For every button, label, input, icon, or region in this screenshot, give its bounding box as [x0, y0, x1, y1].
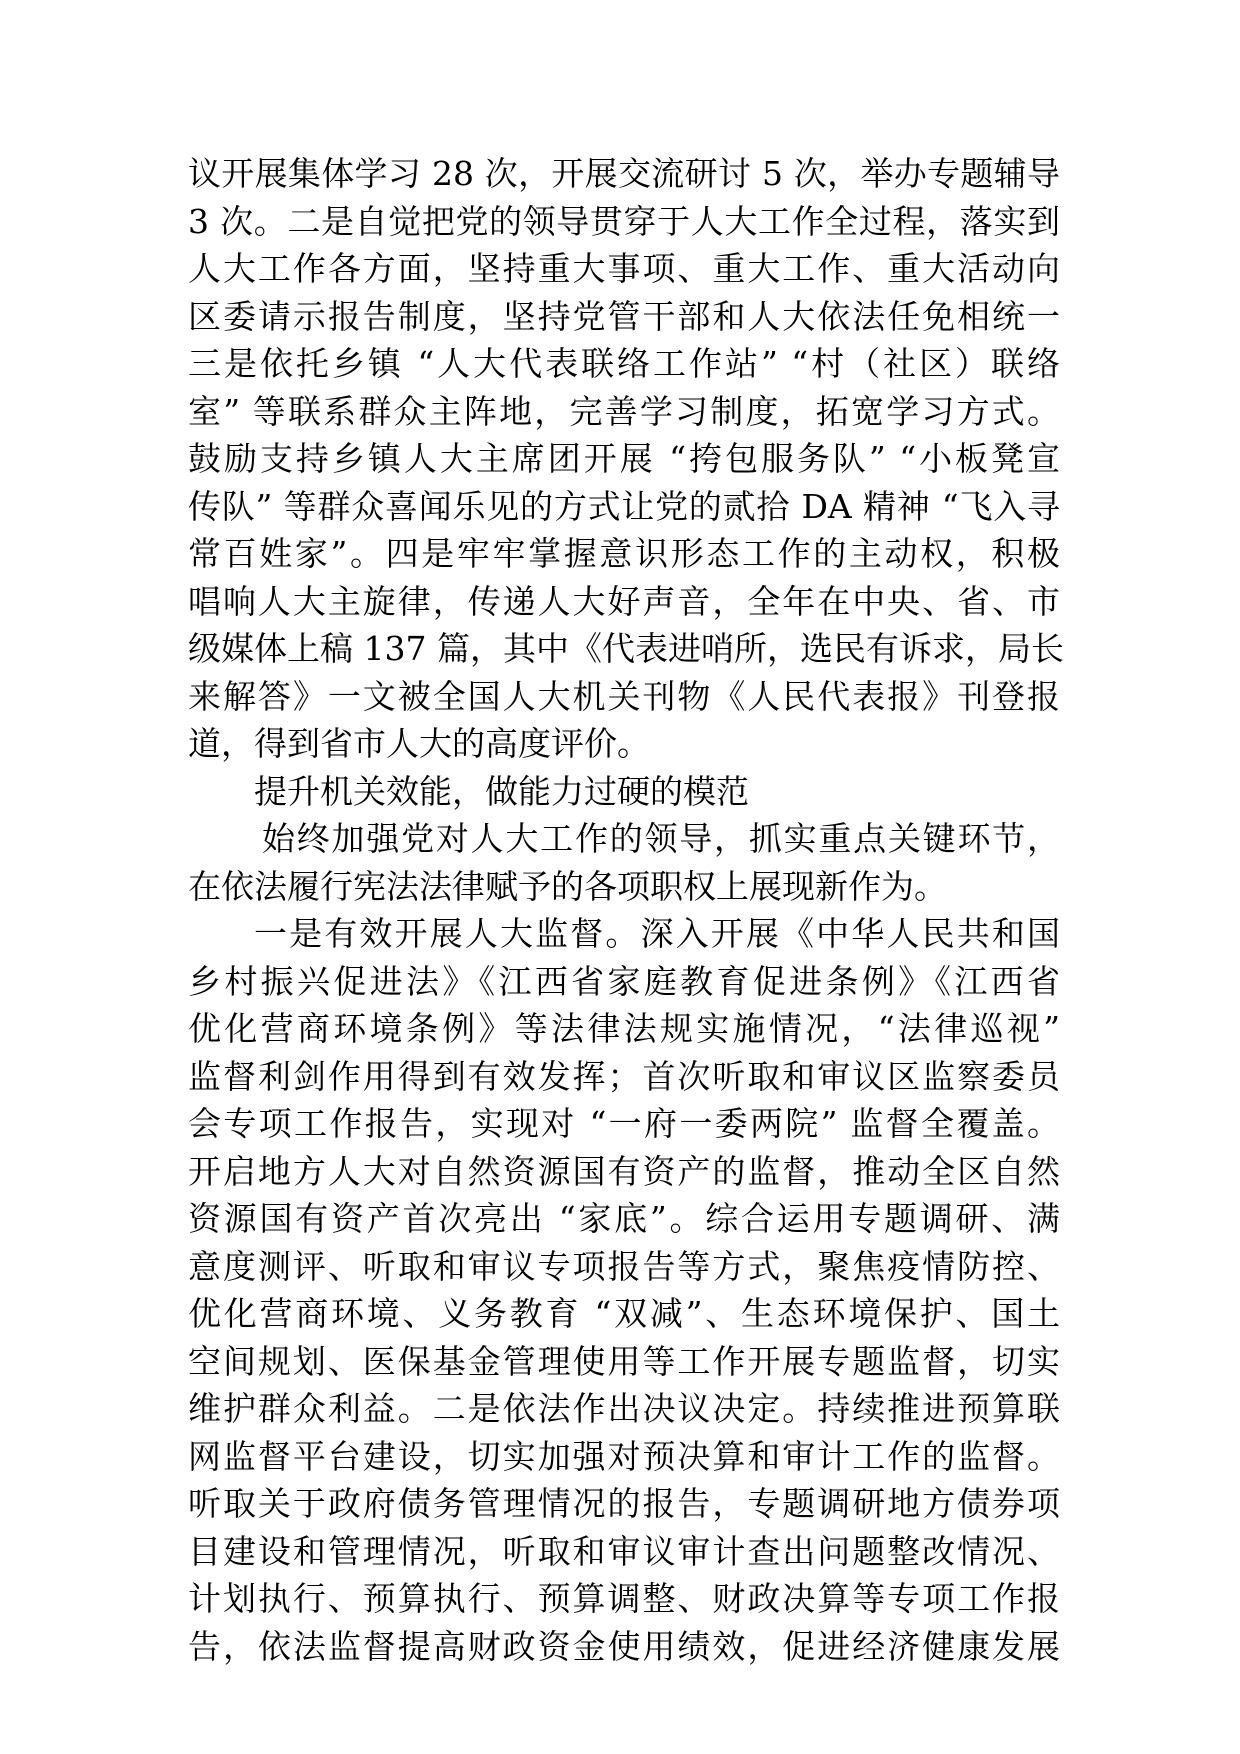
body-line: 道，得到省市人大的高度评价。: [188, 724, 650, 763]
body-line: 室” 等联系群众主阵地，完善学习制度，拓宽学习方式。: [188, 391, 1060, 431]
body-line: 议开展集体学习 28 次，开展交流研讨 5 次，举办专题辅导: [188, 154, 1060, 193]
body-line: 优化营商环境条例》等法律法规实施情况，“法律巡视”: [188, 1009, 1060, 1048]
body-line: 维护群众利益。二是依法作出决议决定。持续推进预算联: [188, 1389, 1060, 1428]
body-line: 开启地方人大对自然资源国有资产的监督，推动全区自然: [188, 1151, 1060, 1191]
body-line: 唱响人大主旋律，传递人大好声音，全年在中央、省、市: [188, 581, 1060, 621]
body-line: 鼓励支持乡镇人大主席团开展 “挎包服务队” “小板凳宣: [188, 439, 1060, 478]
body-line: 听取关于政府债务管理情况的报告，专题调研地方债券项: [188, 1484, 1060, 1523]
body-line: 优化营商环境、义务教育 “双减”、生态环境保护、国土: [188, 1294, 1060, 1333]
body-line: 目建设和管理情况，听取和审议审计查出问题整改情况、: [188, 1531, 1060, 1571]
body-line: 意度测评、听取和审议专项报告等方式，聚焦疫情防控、: [188, 1246, 1060, 1286]
document-body: [188, 150, 1064, 1670]
body-line: 会专项工作报告，实现对 “一府一委两院” 监督全覆盖。: [188, 1104, 1060, 1143]
body-line: 常百姓家”。四是牢牢掌握意识形态工作的主动权，积极: [188, 534, 1060, 573]
body-line: 在依法履行宪法法律赋予的各项职权上展现新作为。: [188, 866, 947, 906]
body-line: 级媒体上稿 137 篇，其中《代表进哨所，选民有诉求，局长: [188, 629, 1064, 668]
body-line: 计划执行、预算执行、预算调整、财政决算等专项工作报: [188, 1579, 1060, 1618]
body-line: 告，依法监督提高财政资金使用绩效，促进经济健康发展: [188, 1626, 1060, 1666]
body-line: 区委请示报告制度，坚持党管干部和人大依法任免相统一: [188, 296, 1060, 336]
body-line: 资源国有资产首次亮出 “家底”。综合运用专题调研、满: [188, 1199, 1060, 1238]
body-line: 始终加强党对人大工作的领导，抓实重点关键环节，: [262, 819, 1060, 858]
body-line: 人大工作各方面，坚持重大事项、重大工作、重大活动向: [188, 249, 1060, 288]
body-line: 三是依托乡镇 “人大代表联络工作站” “村（社区）联络: [188, 344, 1060, 383]
body-line: 传队” 等群众喜闻乐见的方式让党的贰拾 DA 精神 “飞入寻: [188, 486, 1060, 526]
body-line: 网监督平台建设，切实加强对预决算和审计工作的监督。: [188, 1436, 1060, 1476]
body-line: 一是有效开展人大监督。深入开展《中华人民共和国: [254, 914, 1060, 953]
body-line: 3 次。二是自觉把党的领导贯穿于人大工作全过程，落实到: [188, 201, 1060, 241]
body-line: 乡村振兴促进法》《江西省家庭教育促进条例》《江西省: [188, 961, 1060, 1001]
body-line: 空间规划、医保基金管理使用等工作开展专题监督，切实: [188, 1341, 1060, 1381]
body-line: 来解答》一文被全国人大机关刊物《人民代表报》刊登报: [188, 676, 1060, 716]
section-heading: 提升机关效能，做能力过硬的模范: [254, 771, 749, 811]
body-line: 监督利剑作用得到有效发挥；首次听取和审议区监察委员: [188, 1056, 1060, 1096]
